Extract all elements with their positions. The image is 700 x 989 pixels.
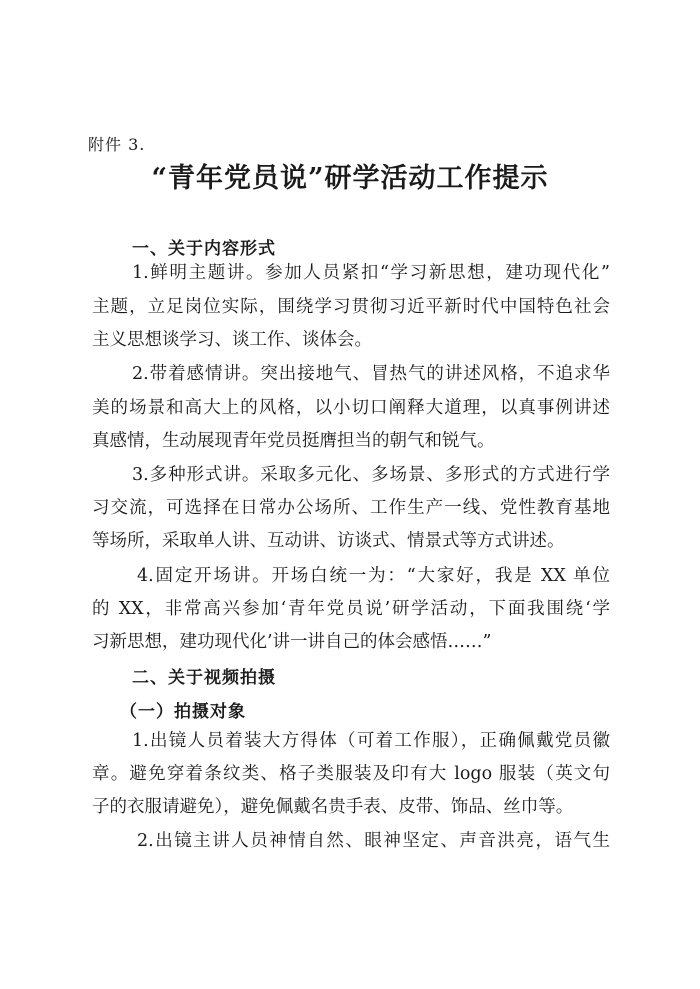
paragraph-line: 习交流，可选择在日常办公场所、工作生产一线、党性教育基地 — [92, 498, 610, 518]
paragraph-line: 2.出镜主讲人员神情自然、眼神坚定、声音洪亮，语气生 — [137, 831, 610, 851]
paragraph-line: 真感情，生动展现青年党员挺膺担当的朝气和锐气。 — [92, 431, 495, 451]
paragraph-line: 等场所，采取单人讲、互动讲、访谈式、情景式等方式讲述。 — [92, 531, 565, 551]
paragraph-line: 主题，立足岗位实际，围绕学习贯彻习近平新时代中国特色社会 — [92, 297, 610, 317]
paragraph-line: 美的场景和高大上的风格，以小切口阐释大道理，以真事例讲述 — [92, 398, 610, 418]
paragraph-line: 习新思想，建功现代化’讲一讲自己的体会感悟……” — [92, 632, 492, 652]
section-heading-video-shooting: 二、关于视频拍摄 — [132, 668, 276, 688]
attachment-label: 附件 3. — [88, 135, 146, 154]
paragraph-line: 1.鲜明主题讲。参加人员紧扣“学习新思想，建功现代化” — [132, 263, 610, 283]
subsection-heading-subjects: （一）拍摄对象 — [120, 702, 246, 722]
paragraph-line: 2.带着感情讲。突出接地气、冒热气的讲述风格，不追求华 — [132, 364, 610, 384]
paragraph-line: 的 XX，非常高兴参加‘青年党员说’研学活动，下面我围绕‘学 — [92, 599, 610, 619]
paragraph-line: 章。避免穿着条纹类、格子类服装及印有大 logo 服装（英文句 — [92, 764, 610, 784]
paragraph-line: 4.固定开场讲。开场白统一为：“大家好，我是 XX 单位 — [137, 566, 610, 586]
paragraph-line: 3.多种形式讲。采取多元化、多场景、多形式的方式进行学 — [132, 465, 610, 485]
paragraph-line: 子的衣服请避免），避免佩戴名贵手表、皮带、饰品、丝巾等。 — [92, 797, 574, 817]
section-heading-content-form: 一、关于内容形式 — [132, 239, 276, 259]
paragraph-line: 1.出镜人员着装大方得体（可着工作服），正确佩戴党员徽 — [132, 731, 610, 751]
paragraph-line: 主义思想谈学习、谈工作、谈体会。 — [92, 330, 372, 350]
document-title: “青年党员说”研学活动工作提示 — [151, 163, 549, 194]
